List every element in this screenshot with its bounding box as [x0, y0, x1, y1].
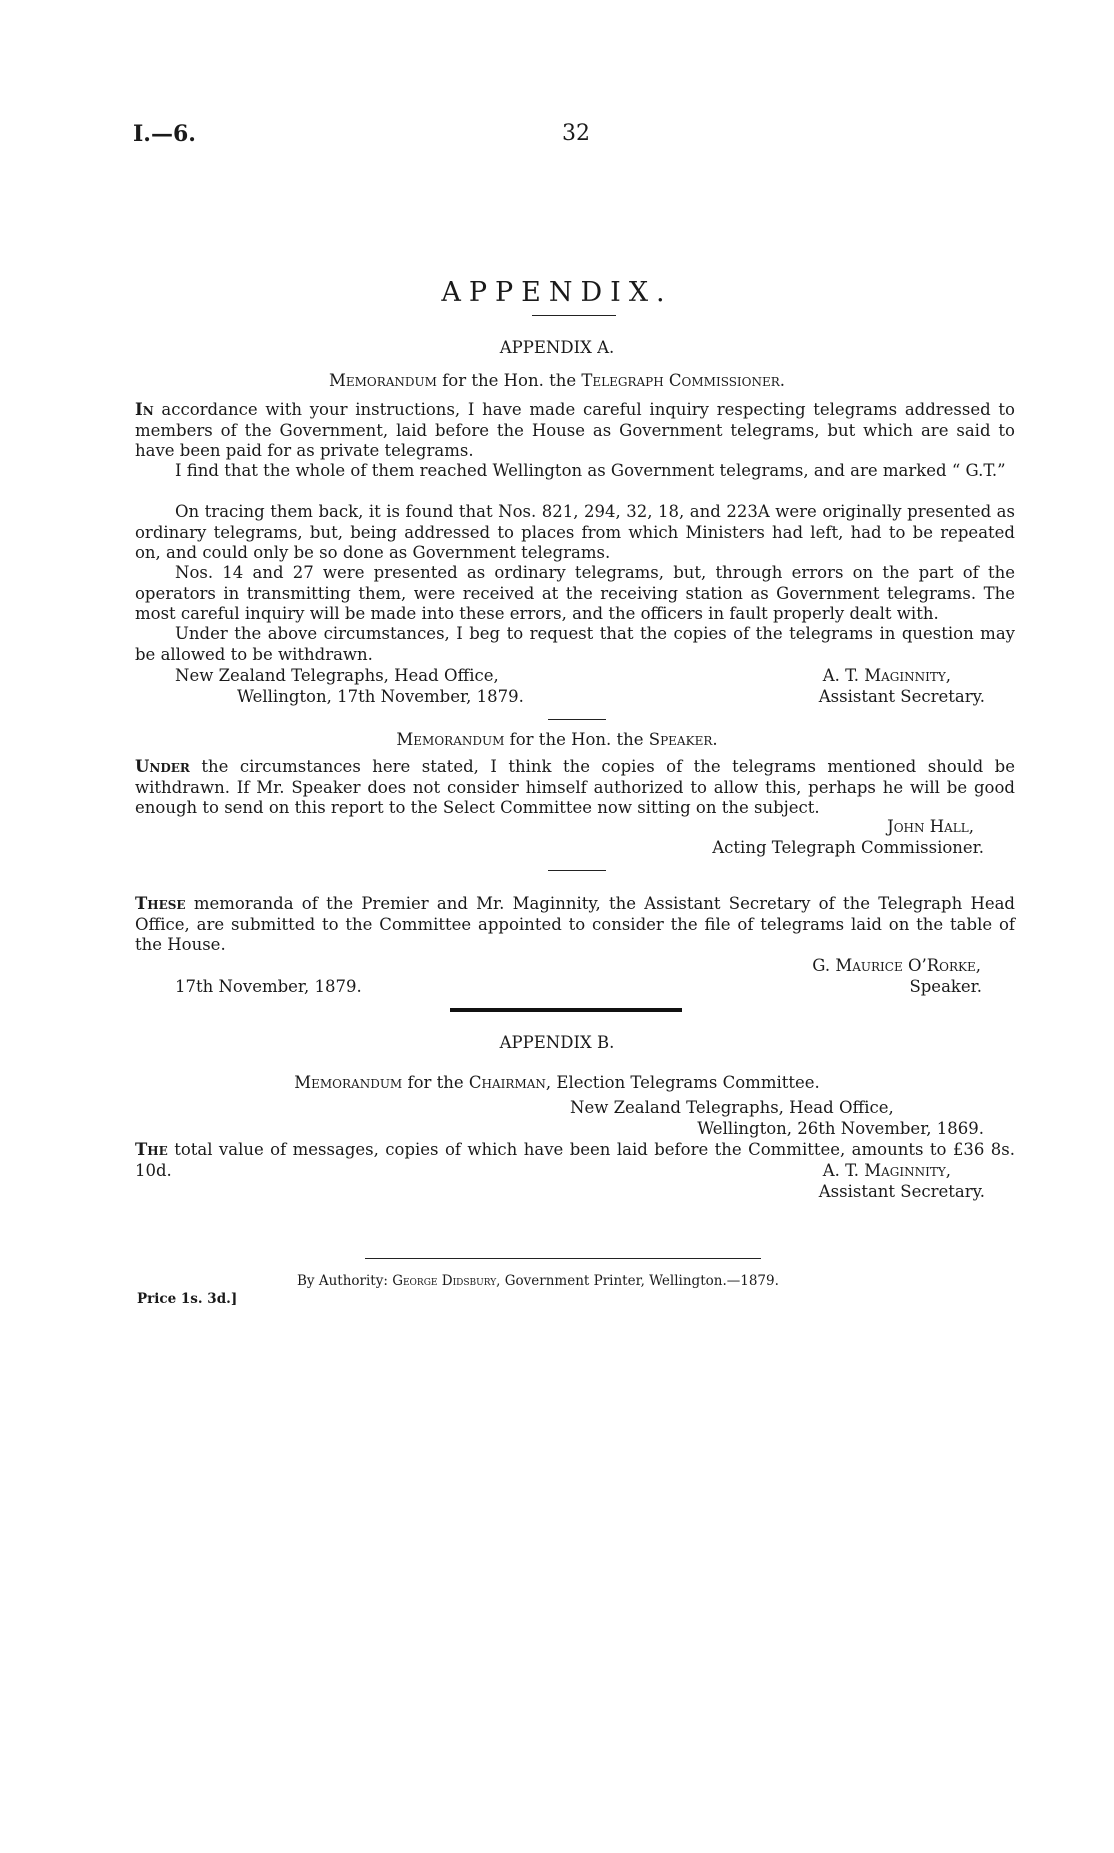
memo1-signatory: A. T. Maginnity, [822, 666, 951, 685]
memo1-title [0, 371, 1114, 390]
memo2-addressee: Speaker. [648, 730, 718, 749]
title-rule [532, 315, 616, 316]
footer-rule [365, 1258, 761, 1259]
memo4-place: New Zealand Telegraphs, Head Office, [570, 1098, 894, 1117]
memo3-paragraph-1 [135, 894, 1015, 956]
appendix-a-heading: APPENDIX A. [499, 338, 615, 357]
memo1-title-word: Memorandum [328, 371, 437, 390]
memo1-paragraph-3: On tracing them back, it is found that Nos. 821, 294, 32, 18, and 223A were originally presented as ordinary telegrams, but, being addressed to places from which Ministers had left, had to be repeated on, and could only be so done as Government telegrams. [135, 502, 1015, 562]
authority-rest: , Government Printer, Wellington.—1879. [496, 1273, 779, 1289]
memo2-title-word: Memorandum [396, 730, 505, 749]
memo1-addressee: Telegraph Commissioner. [581, 371, 786, 390]
memo3-p1-rest: memoranda of the Premier and Mr. Maginnity, the Assistant Secretary of the Telegraph Head Office, are submitted to the Committee appointed to consider the file of telegrams laid on the table of the House. [135, 894, 1015, 954]
memo4-signatory: A. T. Maginnity, [822, 1161, 951, 1180]
memo1-date: Wellington, 17th November, 1879. [237, 687, 524, 706]
memo2-title [0, 730, 1114, 749]
document-reference: I.—6. [133, 121, 196, 147]
memo1-place: New Zealand Telegraphs, Head Office, [175, 666, 499, 685]
memo1-title-mid: for the Hon. the [436, 371, 582, 390]
appendix-b-heading: APPENDIX B. [499, 1033, 615, 1052]
memo1-paragraph-5: Under the above circumstances, I beg to request that the copies of the telegrams in question may be allowed to be withdrawn. [135, 624, 1015, 664]
memo4-date: Wellington, 26th November, 1869. [697, 1119, 984, 1138]
page-number: 32 [562, 121, 590, 146]
printer-imprint [297, 1273, 779, 1289]
section-rule-2 [548, 870, 606, 871]
memo2-p1-rest: the circumstances here stated, I think the copies of the telegrams mentioned should be withdrawn. If Mr. Speaker does not consider himself authorized to allow this, perhaps he will be good enough to send on this report to the Select Committee now sitting on the subject. [135, 757, 1015, 817]
memo3-signatory: G. Maurice O’Rorke, [812, 956, 981, 975]
memo4-p1-first: The [135, 1140, 168, 1159]
memo3-p1-first: These [135, 894, 186, 913]
memo1-p1-rest: accordance with your instructions, I have made careful inquiry respecting telegrams addressed to members of the Government, laid before the House as Government telegrams, but which are said to have been paid for as private telegrams. [135, 400, 1015, 460]
memo2-signatory-title: Acting Telegraph Commissioner. [712, 838, 984, 857]
memo4-title [0, 1073, 1114, 1092]
page-title: APPENDIX. [441, 277, 673, 308]
price-note: Price 1s. 3d.] [137, 1291, 238, 1307]
memo4-title-word: Memorandum [294, 1073, 403, 1092]
memo2-signatory: John Hall, [887, 817, 974, 836]
memo1-paragraph-4: Nos. 14 and 27 were presented as ordinary telegrams, but, through errors on the part of the operators in transmitting them, were received at the receiving station as Government telegrams. The most careful inquiry will be made into these errors, and the officers in fault properly dealt with. [135, 563, 1015, 623]
authority-prefix: By Authority: [297, 1273, 393, 1289]
memo1-p1-first: In [135, 400, 154, 419]
memo1-paragraph-1 [135, 400, 1015, 462]
memo4-title-mid: for the [402, 1073, 469, 1092]
memo4-signatory-title: Assistant Secretary. [818, 1182, 985, 1201]
memo1-paragraph-2: I find that the whole of them reached Wellington as Government telegrams, and are marked “ G.T.” [175, 461, 1006, 480]
memo1-signatory-title: Assistant Secretary. [818, 687, 985, 706]
section-rule-1 [548, 719, 606, 720]
appendix-divider [450, 1008, 682, 1012]
memo3-date: 17th November, 1879. [175, 977, 362, 996]
memo3-signatory-title: Speaker. [909, 977, 982, 996]
memo2-title-mid: for the Hon. the [504, 730, 649, 749]
memo2-paragraph-1 [135, 757, 1015, 819]
memo4-addressee: Chairman [468, 1073, 546, 1092]
memo4-title-rest: , Election Telegrams Committee. [545, 1073, 820, 1092]
memo4-p1-rest: total value of messages, copies of which have been laid before the Committee, amounts to £36 8s. 10d. [135, 1140, 1015, 1180]
printer-name: George Didsbury [392, 1273, 497, 1289]
memo2-p1-first: Under [135, 757, 190, 776]
